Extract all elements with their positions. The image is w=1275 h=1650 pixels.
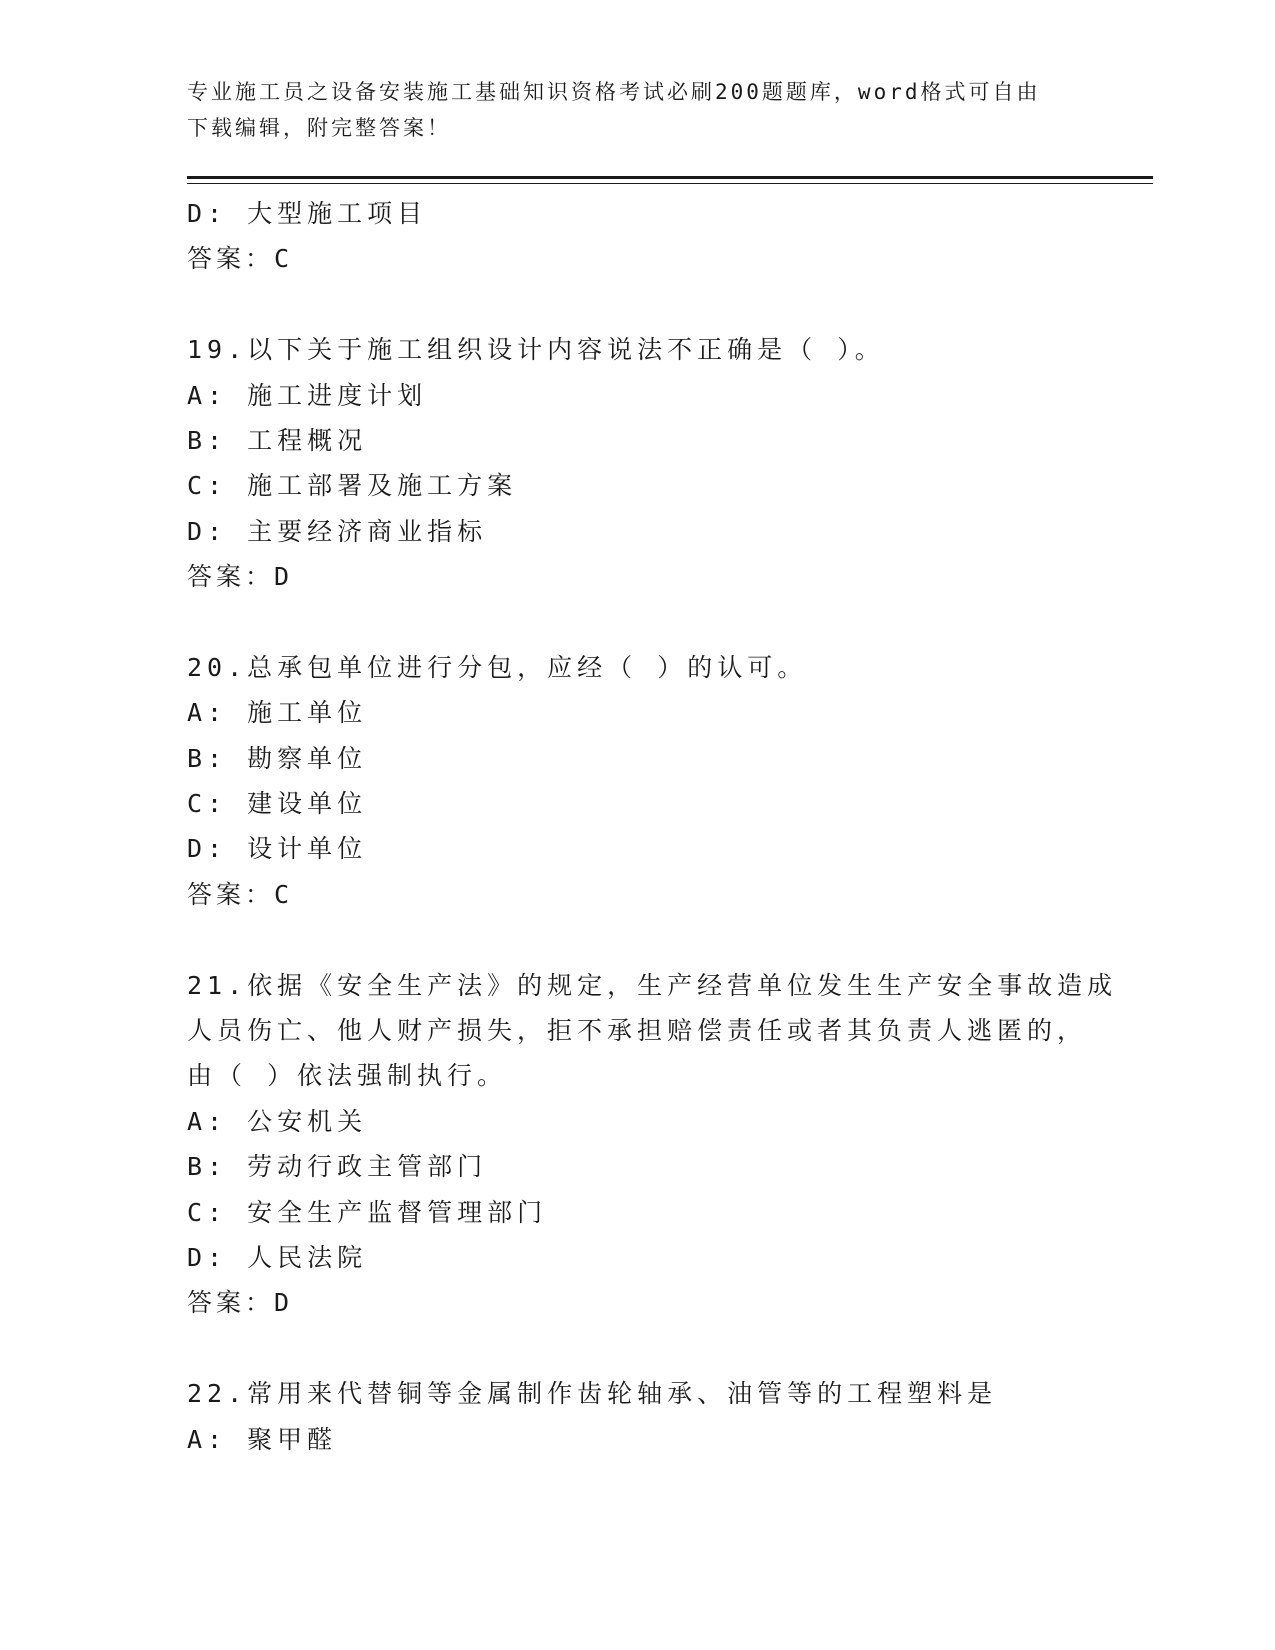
header-title-line-1: 专业施工员之设备安装施工基础知识资格考试必刷200题题库，word格式可自由 bbox=[187, 80, 1041, 104]
header-divider-thick bbox=[187, 176, 1153, 179]
header-divider-thin bbox=[187, 183, 1153, 184]
question-stem-line-1: 21.依据《安全生产法》的规定，生产经营单位发生生产安全事故造成 bbox=[187, 970, 1118, 1000]
option-b: B: 勘察单位 bbox=[187, 743, 368, 773]
question-stem: 20.总承包单位进行分包，应经（ ）的认可。 bbox=[187, 652, 808, 682]
spacer bbox=[187, 600, 1087, 645]
question-stem: 19.以下关于施工组织设计内容说法不正确是（ ）。 bbox=[187, 335, 885, 365]
option-a: A: 施工进度计划 bbox=[187, 380, 428, 410]
option-a: A: 聚甲醛 bbox=[187, 1424, 338, 1454]
question-stem-line-2: 人员伤亡、他人财产损失，拒不承担赔偿责任或者其负责人逃匿的， bbox=[187, 1016, 1088, 1046]
option-d: D: 人民法院 bbox=[187, 1242, 368, 1272]
option-c: C: 建设单位 bbox=[187, 789, 368, 819]
question-stem: 22.常用来代替铜等金属制作齿轮轴承、油管等的工程塑料是 bbox=[187, 1379, 998, 1409]
option-a: A: 公安机关 bbox=[187, 1106, 368, 1136]
option-c: C: 安全生产监督管理部门 bbox=[187, 1197, 548, 1227]
option-d: D: 主要经济商业指标 bbox=[187, 516, 488, 546]
document-header bbox=[187, 74, 1067, 146]
answer: 答案：D bbox=[187, 1288, 294, 1318]
option-d: D: 大型施工项目 bbox=[187, 199, 428, 228]
option-a: A: 施工单位 bbox=[187, 698, 368, 728]
question-stem-line-3: 由（ ）依法强制执行。 bbox=[187, 1061, 508, 1091]
spacer bbox=[187, 917, 1087, 962]
option-c: C: 施工部署及施工方案 bbox=[187, 471, 518, 501]
answer: 答案：D bbox=[187, 562, 294, 592]
question-list bbox=[187, 191, 1118, 1462]
option-b: B: 劳动行政主管部门 bbox=[187, 1152, 488, 1182]
option-b: B: 工程概况 bbox=[187, 425, 368, 455]
answer: 答案：C bbox=[187, 879, 294, 909]
spacer bbox=[187, 1326, 1087, 1371]
answer: 答案：C bbox=[187, 244, 294, 274]
header-title-line-2: 下载编辑，附完整答案！ bbox=[187, 116, 451, 140]
spacer bbox=[187, 282, 1087, 327]
option-d: D: 设计单位 bbox=[187, 834, 368, 864]
